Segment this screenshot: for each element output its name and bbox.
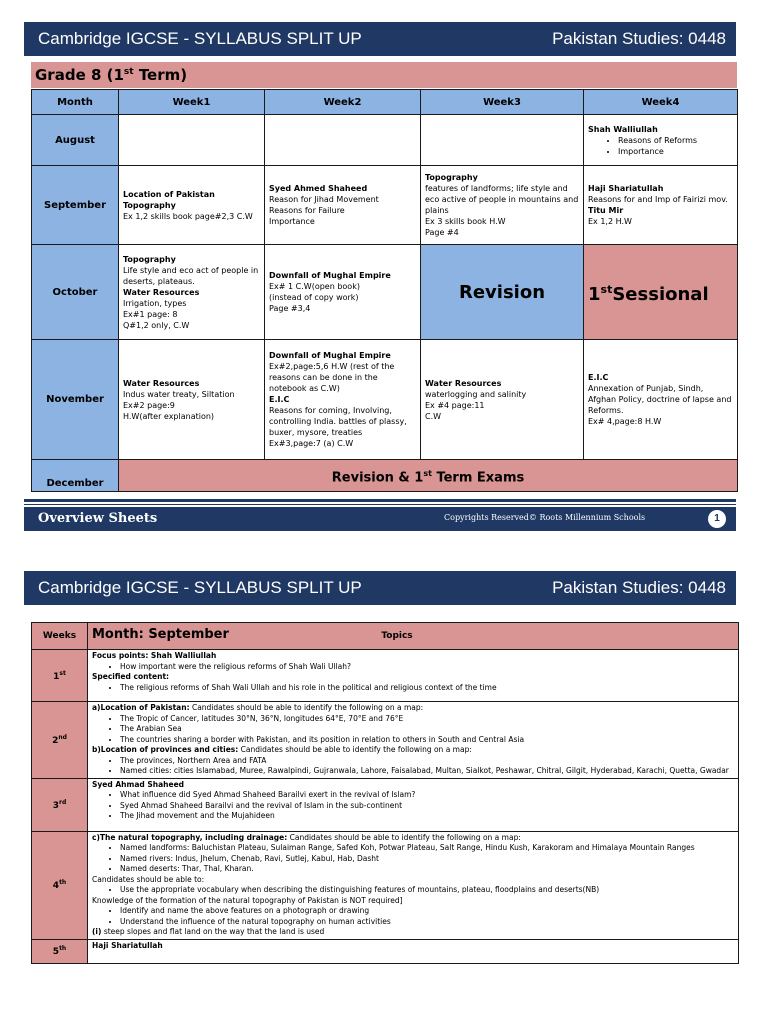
list-item: • Named deserts: Thar, Thal, Kharan. (120, 864, 734, 875)
month-november: November (32, 340, 119, 460)
cell-sep-week2 (265, 166, 421, 245)
cell-text: Importance (269, 217, 315, 226)
month-august: August (32, 115, 119, 166)
cell-text: H.W(after explanation) (123, 411, 215, 421)
divider (24, 499, 736, 502)
cell-title: Water Resources (425, 378, 502, 388)
list-item: • Understand the influence of the natural topography on human activities (120, 917, 734, 928)
grade-term-banner (31, 62, 737, 88)
table-row (32, 115, 738, 166)
cell-sep-week3 (421, 166, 584, 245)
cell-empty (265, 115, 421, 166)
col-week4: Week4 (584, 90, 738, 115)
cell-text: Ex#1 page: 8 (123, 309, 178, 319)
cell-empty (119, 115, 265, 166)
specified-content: Specified content: (92, 672, 170, 681)
col-week2: Week2 (265, 90, 421, 115)
table-row (32, 460, 738, 492)
cell-oct-week1 (119, 245, 265, 340)
month-december: December (32, 460, 119, 492)
table-row (32, 340, 738, 460)
week-label: 5th (32, 939, 88, 963)
list-item: • The Tropic of Cancer, latitudes 30°N, 36°N, longitudes 64°E, 70°E and 76°E (120, 714, 734, 725)
cell-text: Irrigation, types (123, 298, 187, 308)
footer-copyright: Copyrights Reserved© Roots Millennium Schools (444, 513, 646, 522)
cell-nov-week2 (265, 340, 421, 460)
cell-title: Downfall of Mughal Empire (269, 271, 391, 280)
focus-points: Focus points: Shah Walliullah (92, 651, 217, 660)
table-row (32, 702, 739, 779)
header-title: Cambridge IGCSE - SYLLABUS SPLIT UP (38, 29, 362, 48)
cell-text: Reasons for Failure (269, 206, 345, 215)
list-item: • How important were the religious reforms of Shah Wali Ullah? (120, 662, 734, 673)
list-item: • Named landforms: Baluchistan Plateau, Sulaiman Range, Safed Koh, Potwar Plateau, Salt Range, Hindu Kush, Karakoram and Himalaya Mountain Ranges (120, 843, 734, 854)
cell-title: E.I.C (588, 373, 609, 382)
month-title: Month: September (92, 627, 229, 643)
cell-text: Ex #4 page:11 (425, 400, 485, 410)
col-week1: Week1 (119, 90, 265, 115)
cell-text: Page #4 (425, 228, 459, 237)
week4-topics: c)The natural topography, including drainage: Candidates should be able to identify the following on a map: • Named landforms: Baluchistan Plateau, Sulaiman Range, Safed Koh, Potwar Plateau, Salt Range, Hindu Kush, Karakoram and Himalaya Mountain Ranges • Named rivers: Indus, Jhelum, Chenab, Ravi, Sutlej, Kabul, Hab, Dasht • Named deserts: Thar, Thal, Kharan. Candidates should be able to: • Use the appropriate vocabulary when describing the distinguishing features of mountains, plateau, floodplains and deserts(NB) Knowledge of the formation of the natural topography of Pakistan is NOT required] • Identify and name the above features on a photograph or drawing • Understand the influence of the natural topography on human activities (i) steep slopes and flat land on the way that the land is used (88, 831, 739, 939)
list-item: • What influence did Syed Ahmad Shaheed Barailvi exert in the revival of Islam? (120, 790, 734, 801)
cell-title: Titu Mir (588, 206, 624, 215)
table-row (32, 650, 739, 702)
footer-title: Overview Sheets (38, 511, 158, 526)
topic-title: Syed Ahmad Shaheed (92, 779, 185, 789)
cell-text: Ex 3 skills book H.W (425, 217, 506, 226)
page-number-badge: 1 (708, 510, 726, 528)
cell-text: Life style and eco act of people in deserts, plateaus. (123, 265, 259, 286)
cell-empty (421, 115, 584, 166)
cell-text: Q#1,2 only, C.W (123, 320, 190, 330)
cell-text: Ex 1,2 H.W (588, 217, 632, 226)
cell-title: Topography (425, 173, 478, 182)
col-week3: Week3 (421, 90, 584, 115)
table-header-row (32, 90, 738, 115)
cell-title: E.I.C (269, 395, 290, 404)
cell-sep-week4 (584, 166, 738, 245)
list-item: • Syed Ahmad Shaheed Barailvi and the revival of Islam in the sub-continent (120, 801, 734, 812)
col-month: Month (32, 90, 119, 115)
page1-header-bar (24, 22, 736, 56)
term-schedule-table (31, 89, 738, 492)
cell-sep-week1 (119, 166, 265, 245)
cell-text: Indus water treaty, Siltation (123, 389, 235, 399)
table-row (32, 166, 738, 245)
month-september: September (32, 166, 119, 245)
topic-text: Knowledge of the formation of the natural topography of Pakistan is NOT required] (92, 895, 403, 905)
cell-text: Ex 1,2 skills book page#2,3 C.W (123, 211, 253, 221)
cell-text: features of landforms; life style and eco active of people in mountains and plains (425, 184, 579, 215)
table-row (32, 939, 739, 963)
divider (24, 504, 736, 505)
cell-text: Reason for Jihad Movement (269, 195, 379, 204)
page-footer (24, 507, 736, 531)
cell-text: Ex# 1 C.W(open book) (269, 282, 360, 291)
week2-topics: a)Location of Pakistan: Candidates should be able to identify the following on a map: • The Tropic of Cancer, latitudes 30°N, 36°N, longitudes 64°E, 70°E and 76°E • The Arabian Sea • The countries sharing a border with Pakistan, and its position in relation to others in South and Central Asia b)Location of provinces and cities: Candidates should be able to identify the following on a map: • The provinces, Northern Area and FATA • Named cities: cities Islamabad, Muree, Rawalpindi, Gujranwala, Lahore, Faisalabad, Multan, Sialkot, Peshawar, Chitral, Gilgit, Hyderabad, Karachi, Quetta, Gwadar (88, 702, 739, 779)
list-item: • Use the appropriate vocabulary when describing the distinguishing features of mountains, plateau, floodplains and deserts(NB) (120, 885, 734, 896)
cell-text: Ex#2,page:5,6 H.W (rest of the reasons can be done in the notebook as C.W) (269, 362, 395, 393)
grade-term-title: Grade 8 (1st Term) (35, 66, 188, 84)
cell-title: Syed Ahmed Shaheed (269, 184, 368, 193)
cell-aug-week4 (584, 115, 738, 166)
cell-title: Location of Pakistan (123, 189, 215, 199)
cell-term-exams: Revision & 1st Term Exams (119, 460, 738, 492)
week1-topics (88, 650, 739, 702)
list-item: • The Arabian Sea (120, 724, 734, 735)
cell-text: Reasons for coming, Involving, controlling India. battles of plassy, buxer, mysore, treaties Ex#3,page:7 (a) C.W (269, 406, 407, 448)
list-item: • The countries sharing a border with Pakistan, and its position in relation to others in South and Central Asia (120, 735, 734, 746)
week3-topics (88, 778, 739, 831)
header-subject: Pakistan Studies: 0448 (552, 29, 726, 48)
cell-title: Haji Shariatullah (588, 184, 664, 193)
cell-title: Topography (123, 254, 176, 264)
week-label: 2nd (32, 702, 88, 779)
cell-text: Annexation of Punjab, Sindh, Afghan Policy, doctrine of lapse and Reforms. (588, 384, 732, 415)
cell-title: Shah Walliullah (588, 124, 658, 134)
week-label: 3rd (32, 778, 88, 831)
cell-text: (instead of copy work) (269, 293, 359, 302)
cell-nov-week1 (119, 340, 265, 460)
cell-text: waterlogging and salinity (425, 389, 527, 399)
cell-text: C.W (425, 411, 442, 421)
table-row (32, 778, 739, 831)
cell-title: Downfall of Mughal Empire (269, 351, 391, 360)
page2-header-bar (24, 571, 736, 605)
list-item: • Named cities: cities Islamabad, Muree, Rawalpindi, Gujranwala, Lahore, Faisalabad, Multan, Sialkot, Peshawar, Chitral, Gilgit, Hyderabad, Karachi, Quetta, Gwadar (120, 766, 734, 777)
month-topics-header (88, 623, 739, 650)
september-topics-table (31, 622, 739, 964)
cell-text: Reasons for and Imp of Fairizi mov. (588, 195, 728, 204)
week5-topics (88, 939, 739, 963)
cell-text: Ex#2 page:9 (123, 400, 175, 410)
list-item: • The Jihad movement and the Mujahideen (120, 811, 734, 822)
list-item: • The provinces, Northern Area and FATA (120, 756, 734, 767)
cell-title: Topography (123, 200, 176, 210)
topic-title: Haji Shariatullah (92, 940, 163, 950)
header-title: Cambridge IGCSE - SYLLABUS SPLIT UP (38, 578, 362, 597)
cell-text: Ex# 4,page:8 H.W (588, 417, 662, 426)
list-item: • Importance (618, 146, 733, 157)
header-subject: Pakistan Studies: 0448 (552, 578, 726, 597)
cell-sessional: 1stSessional (584, 245, 738, 340)
table-header-row (32, 623, 739, 650)
topics-label: Topics (381, 631, 413, 642)
cell-text: Page #3,4 (269, 304, 311, 313)
cell-nov-week3 (421, 340, 584, 460)
list-item: • The religious reforms of Shah Wali Ullah and his role in the political and religious context of the time (120, 683, 734, 694)
cell-title: Water Resources (123, 287, 200, 297)
cell-oct-week2 (265, 245, 421, 340)
list-item: • Named rivers: Indus, Jhelum, Chenab, Ravi, Sutlej, Kabul, Hab, Dasht (120, 854, 734, 865)
list-item: • Identify and name the above features on a photograph or drawing (120, 906, 734, 917)
week-label: 4th (32, 831, 88, 939)
col-weeks: Weeks (32, 623, 88, 650)
topic-text: Candidates should be able to: (92, 874, 205, 884)
cell-title: Water Resources (123, 378, 200, 388)
week-label: 1st (32, 650, 88, 702)
table-row (32, 831, 739, 939)
table-row (32, 245, 738, 340)
list-item: • Reasons of Reforms (618, 135, 733, 146)
cell-nov-week4 (584, 340, 738, 460)
cell-revision: Revision (421, 245, 584, 340)
month-october: October (32, 245, 119, 340)
